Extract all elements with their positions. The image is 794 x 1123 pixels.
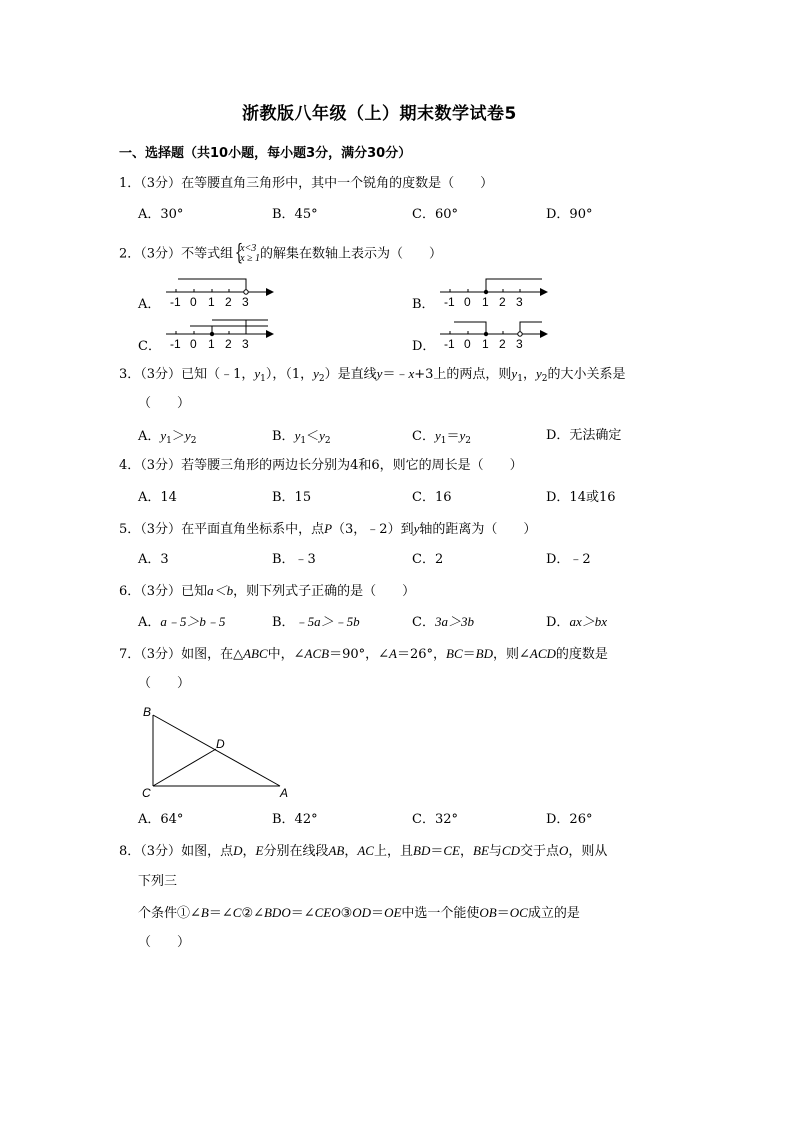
answer-paren: （ ） [138, 935, 191, 950]
question-score: （3分） [140, 176, 182, 191]
option-c[interactable]: C．32° [412, 812, 458, 827]
option-b[interactable]: B．﹣5a＞﹣5b [272, 614, 360, 630]
option-a[interactable]: A．64° [138, 812, 184, 827]
option-d[interactable]: D．无法确定 [546, 428, 622, 443]
tick-label: 3 [516, 295, 523, 309]
option-c[interactable]: C． [138, 339, 161, 354]
option-d[interactable]: D．﹣2 [546, 552, 591, 567]
number-line-b [434, 274, 554, 314]
answer-paren: （ ） [138, 396, 191, 411]
option-c[interactable]: C．2 [412, 552, 444, 567]
option-d[interactable]: D． [412, 339, 436, 354]
question-8-line3: 个条件①∠B＝∠C②∠BDO＝∠CEO③OD＝OE中选一个能使OB＝OC成立的是 [138, 905, 580, 921]
page-title: 浙教版八年级（上）期末数学试卷5 [242, 104, 517, 124]
question-number: 1． [119, 176, 141, 191]
question-5: 5．（3分）在平面直角坐标系中，点P（3，﹣2）到y轴的距离为（ ） [119, 521, 537, 537]
option-b[interactable]: B．15 [272, 490, 312, 505]
tick-label: 1 [208, 295, 215, 309]
tick-label: 3 [242, 295, 249, 309]
tick-label: -1 [170, 337, 181, 351]
question-stem: 在等腰直角三角形中，其中一个锐角的度数是（ ） [181, 176, 494, 191]
tick-label: 3 [516, 337, 523, 351]
option-a[interactable]: A． [138, 297, 161, 312]
option-d[interactable]: D．14或16 [546, 490, 616, 505]
vertex-label-b: B [143, 705, 152, 719]
tick-label: 3 [242, 337, 249, 351]
option-a[interactable]: A．14 [138, 490, 177, 505]
vertex-label-a: A [280, 786, 289, 800]
tick-label: 0 [190, 337, 197, 351]
question-2: 2．（3分）不等式组 { x<3 x ≥ 1的解集在数轴上表示为（ ） [119, 241, 443, 266]
option-c[interactable]: C．3a＞3b [412, 614, 474, 630]
question-6: 6．（3分）已知a＜b，则下列式子正确的是（ ） [119, 583, 416, 599]
tick-label: 2 [225, 337, 232, 351]
tick-label: 1 [482, 337, 489, 351]
question-8-line2: 下列三 [138, 874, 178, 889]
tick-label: 1 [208, 337, 215, 351]
question-3: 3．（3分）已知（﹣1，$y_1$），（1，$y_2$）是直线y＝﹣x+3上的两点，则$y_1$，$y_2$的大小关系是 [119, 366, 626, 384]
tick-label: 2 [499, 295, 506, 309]
tick-label: 0 [464, 295, 471, 309]
number-line-c [160, 316, 280, 356]
tick-label: 0 [190, 295, 197, 309]
option-a[interactable]: A．30° [138, 207, 184, 222]
option-b[interactable]: B．﹣3 [272, 552, 316, 567]
option-d[interactable]: D．90° [546, 207, 593, 222]
vertex-label-c: C [142, 786, 151, 800]
option-b[interactable]: B．$y_1<y_2$ [272, 428, 331, 446]
tick-label: -1 [444, 295, 455, 309]
option-b[interactable]: B．45° [272, 207, 318, 222]
tick-label: 1 [482, 295, 489, 309]
option-a[interactable]: A．3 [138, 552, 169, 567]
option-a[interactable]: A．a﹣5＞b﹣5 [138, 614, 226, 630]
section-heading: 一、选择题（共10小题，每小题3分，满分30分） [119, 146, 412, 161]
tick-label: 2 [499, 337, 506, 351]
question-7: 7．（3分）如图，在△ABC中，∠ACB＝90°，∠A＝26°，BC＝BD，则∠ACD的度数是 [119, 646, 608, 662]
question-8: 8．（3分）如图，点D，E分别在线段AB，AC上，且BD＝CE，BE与CD交于点O，则从 [119, 843, 608, 859]
tick-label: 2 [225, 295, 232, 309]
option-a[interactable]: A．$y_1>y_2$ [138, 428, 197, 446]
tick-label: 0 [464, 337, 471, 351]
number-line-a [160, 274, 280, 314]
option-c[interactable]: C．16 [412, 490, 452, 505]
vertex-label-d: D [216, 737, 225, 751]
number-line-d [434, 316, 554, 356]
option-b[interactable]: B． [412, 297, 435, 312]
option-b[interactable]: B．42° [272, 812, 318, 827]
triangle-figure [136, 700, 296, 804]
option-c[interactable]: C．$y_1=y_2$ [412, 428, 471, 446]
option-d[interactable]: D．ax＞bx [546, 614, 607, 630]
question-4: 4．（3分）若等腰三角形的两边长分别为4和6，则它的周长是（ ） [119, 458, 523, 473]
inequality-system: { x<3 x ≥ 1 [234, 241, 261, 266]
option-c[interactable]: C．60° [412, 207, 458, 222]
option-d[interactable]: D．26° [546, 812, 593, 827]
tick-label: -1 [170, 295, 181, 309]
question-1 [119, 176, 493, 192]
tick-label: -1 [444, 337, 455, 351]
answer-paren: （ ） [138, 676, 191, 691]
